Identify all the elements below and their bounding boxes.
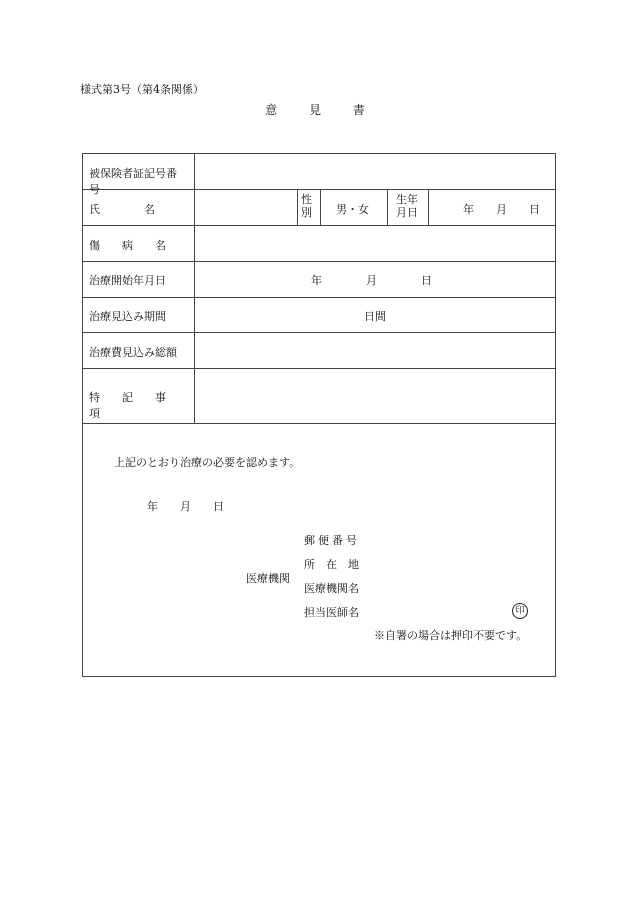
birth-date-label: 生年月日 xyxy=(396,193,418,219)
remarks-label: 特 記 事 項 xyxy=(89,391,188,420)
postal-code-label: 郵便番号 xyxy=(304,534,360,547)
injury-label: 傷 病 名 xyxy=(89,239,166,252)
column-divider xyxy=(297,189,298,225)
expected-cost-label: 治療費見込み総額 xyxy=(89,346,177,359)
gender-label: 性別 xyxy=(301,193,312,219)
address-label: 所 在 地 xyxy=(304,558,359,571)
row-divider xyxy=(82,423,556,424)
row-divider xyxy=(82,368,556,369)
expected-period-label: 治療見込み期間 xyxy=(89,310,166,323)
row-divider xyxy=(82,332,556,333)
column-divider xyxy=(428,189,429,225)
institution-group-label: 医療機関 xyxy=(246,572,290,585)
seal-mark: 印 xyxy=(512,603,528,619)
row-divider xyxy=(82,225,556,226)
name-label: 氏 名 xyxy=(89,203,155,216)
doctor-name-label: 担当医師名 xyxy=(304,606,359,619)
date-line[interactable]: 年 月 日 xyxy=(147,500,224,513)
seal-note: ※自署の場合は押印不要です。 xyxy=(374,629,528,642)
expected-period-value[interactable]: 日間 xyxy=(364,310,386,323)
column-divider xyxy=(387,189,388,225)
statement-text: 上記のとおり治療の必要を認めます。 xyxy=(114,456,301,469)
gender-options[interactable]: 男・女 xyxy=(336,203,369,216)
column-divider xyxy=(320,189,321,225)
birth-date-value[interactable]: 年 月 日 xyxy=(463,203,540,216)
treatment-start-value[interactable]: 年 月 日 xyxy=(311,274,432,287)
institution-name-label: 医療機関名 xyxy=(304,582,359,595)
treatment-start-label: 治療開始年月日 xyxy=(89,274,166,287)
row-divider xyxy=(82,297,556,298)
insured-number-label: 被保険者証記号番号 xyxy=(89,167,177,196)
page-title: 意 見 書 xyxy=(265,103,379,117)
form-number: 様式第3号（第4条関係） xyxy=(80,83,204,96)
row-divider xyxy=(82,261,556,262)
column-divider xyxy=(194,153,195,423)
